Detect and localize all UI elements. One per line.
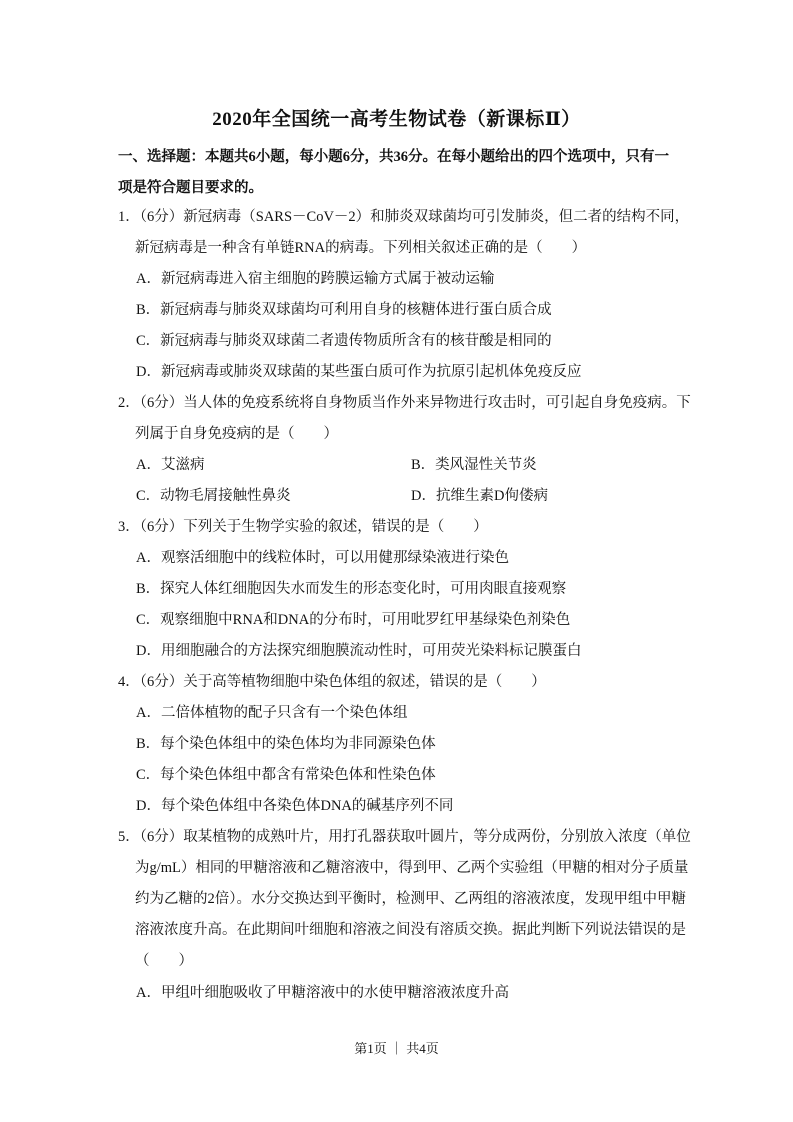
option-a: A．二倍体植物的配子只含有一个染色体组 xyxy=(136,705,408,721)
option-b: B．探究人体红细胞因失水而发生的形态变化时，可用肉眼直接观察 xyxy=(136,581,567,597)
option-b: B．类风湿性关节炎 xyxy=(411,457,537,473)
option-a: A．观察活细胞中的线粒体时，可以用健那绿染液进行染色 xyxy=(136,550,509,566)
question-stem: 新冠病毒是一种含有单链RNA的病毒。下列相关叙述正确的是（ ） xyxy=(135,240,587,256)
option-b: B．每个染色体组中的染色体均为非同源染色体 xyxy=(136,736,436,752)
question-stem: 1．（6分）新冠病毒（SARS－CoV－2）和肺炎双球菌均可引发肺炎，但二者的结构不同， xyxy=(118,209,690,225)
option-a: A．甲组叶细胞吸收了甲糖溶液中的水使甲糖溶液浓度升高 xyxy=(136,985,509,1001)
option-d: D．每个染色体组中各染色体DNA的碱基序列不同 xyxy=(136,798,454,814)
question-stem: 2．（6分）当人体的免疫系统将自身物质当作外来异物进行攻击时，可引起自身免疫病。下 xyxy=(118,395,691,411)
option-a: A．艾滋病 xyxy=(136,457,205,473)
option-c: C．新冠病毒与肺炎双球菌二者遗传物质所含有的核苷酸是相同的 xyxy=(136,333,552,349)
option-b: B．新冠病毒与肺炎双球菌均可利用自身的核糖体进行蛋白质合成 xyxy=(136,302,552,318)
exam-title: 2020年全国统一高考生物试卷（新课标Ⅱ） xyxy=(212,109,581,130)
question-stem: 4．（6分）关于高等植物细胞中染色体组的叙述，错误的是（ ） xyxy=(118,674,546,690)
option-c: C．动物毛屑接触性鼻炎 xyxy=(136,488,291,504)
question-stem: 列属于自身免疫病的是（ ） xyxy=(135,426,338,442)
option-d: D．用细胞融合的方法探究细胞膜流动性时，可用荧光染料标记膜蛋白 xyxy=(136,643,582,659)
question-stem: 为g/mL）相同的甲糖溶液和乙糖溶液中，得到甲、乙两个实验组（甲糖的相对分子质量 xyxy=(135,860,689,876)
question-stem: 溶液浓度升高。在此期间叶细胞和溶液之间没有溶质交换。据此判断下列说法错误的是 xyxy=(135,922,686,938)
question-stem: 3．（6分）下列关于生物学实验的叙述，错误的是（ ） xyxy=(118,519,488,535)
option-c: C．每个染色体组中都含有常染色体和性染色体 xyxy=(136,767,436,783)
option-d: D．新冠病毒或肺炎双球菌的某些蛋白质可作为抗原引起机体免疫反应 xyxy=(136,364,582,380)
option-a: A．新冠病毒进入宿主细胞的跨膜运输方式属于被动运输 xyxy=(136,271,495,287)
option-c: C．观察细胞中RNA和DNA的分布时，可用吡罗红甲基绿染色剂染色 xyxy=(136,612,571,628)
page-footer: 第1页 ｜ 共4页 xyxy=(354,1041,439,1056)
section-heading: 一、选择题：本题共6小题，每小题6分，共36分。在每小题给出的四个选项中，只有一 xyxy=(118,149,669,165)
question-stem: （ ） xyxy=(135,953,193,969)
question-stem: 约为乙糖的2倍）。水分交换达到平衡时，检测甲、乙两组的溶液浓度，发现甲组中甲糖 xyxy=(135,891,686,907)
section-heading-cont: 项是符合题目要求的。 xyxy=(118,180,263,196)
option-d: D．抗维生素D佝偻病 xyxy=(411,488,548,504)
question-stem: 5．（6分）取某植物的成熟叶片，用打孔器获取叶圆片，等分成两份，分别放入浓度（单位 xyxy=(118,829,691,845)
